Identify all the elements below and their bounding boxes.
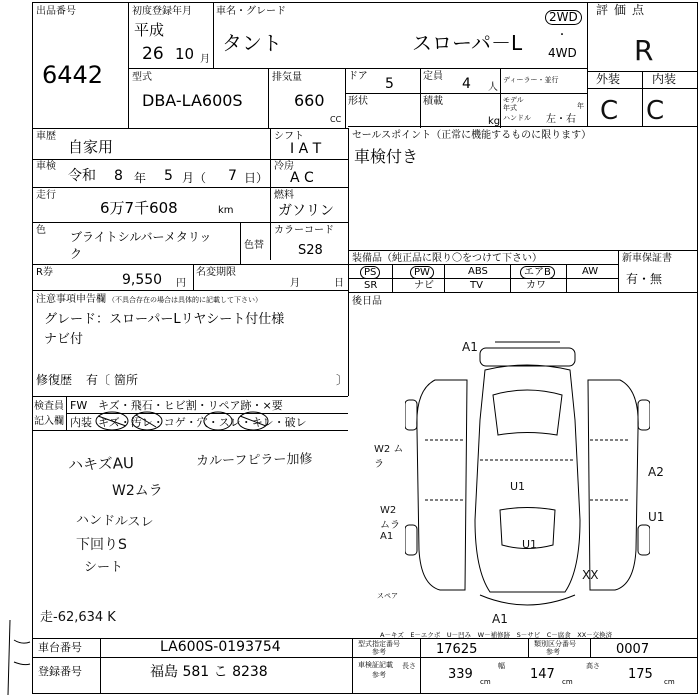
drive-2wd: 2WD: [545, 10, 582, 25]
doors-label: ドア: [348, 71, 368, 82]
registration-month-unit: 月: [200, 54, 210, 65]
handwritten-note-7: 走-62,634 K: [40, 610, 116, 625]
registration-year: 26: [142, 44, 164, 64]
repair-close: 〕: [336, 373, 349, 387]
handwritten-note-1: ハキズAU: [67, 453, 135, 475]
color-code-value: S28: [298, 243, 323, 258]
lot-label: 出品番号: [36, 6, 76, 17]
vehicle-grade: スローパ－L: [412, 31, 523, 55]
dealer-label: ディーラー・並行: [503, 76, 559, 84]
chassis-value: LA600S-0193754: [160, 639, 281, 655]
diagram-note-1: A1: [462, 340, 478, 354]
fw-label: FW: [70, 399, 88, 412]
inspection-marks: [60, 410, 360, 440]
diagram-note-5: W2 ムラ A1: [380, 505, 400, 542]
equip-aw: AW: [582, 266, 599, 277]
diagram-note-3: A2: [648, 465, 664, 479]
color-value-line2: ク: [70, 247, 83, 261]
color-value-line1: ブライトシルバーメタリッ: [70, 230, 212, 244]
load-unit: kg: [488, 116, 501, 127]
warranty-label: 新車保証書: [622, 253, 672, 264]
mileage-label: 走行: [36, 190, 56, 201]
diagram-note-7: XX: [582, 568, 599, 582]
inspection-day-unit: 日）: [244, 171, 269, 185]
handwritten-note-6: シート: [84, 560, 124, 575]
model-label: 型式: [132, 72, 152, 83]
type-no-sub: 参考: [372, 648, 386, 656]
class-no-sub: 参考: [546, 648, 560, 656]
lot-number: 6442: [42, 61, 104, 89]
interior-value: C: [646, 96, 665, 126]
diagram-note-2: W2 ムラ: [374, 444, 404, 470]
color-change-label: 色替: [244, 240, 264, 251]
length-unit: cm: [480, 678, 491, 686]
inspection-day: 7: [228, 168, 237, 184]
dims-sub: 参考: [372, 671, 386, 679]
drive-4wd: 4WD: [548, 46, 577, 60]
recycle-label: R券: [36, 267, 53, 278]
displacement-value: 660: [294, 91, 325, 110]
width-unit: cm: [562, 678, 573, 686]
drive-dot: ・: [557, 30, 567, 41]
equip-ps: PS: [360, 266, 380, 279]
length-label: 長さ: [402, 662, 416, 670]
color-label: 色: [36, 225, 46, 236]
notes-sub-label: （不具合存在の場合は具体的に記載して下さい）: [108, 296, 262, 304]
exterior-value: C: [600, 96, 619, 126]
car-damage-diagram: [405, 340, 650, 620]
equip-leather: カワ: [526, 280, 546, 291]
diagram-note-6: U1: [648, 510, 665, 524]
warranty-value: 有・無: [626, 272, 663, 286]
equip-navi: ナビ: [414, 280, 434, 291]
diagram-note-4: U1: [510, 480, 526, 493]
displacement-label: 排気量: [272, 72, 302, 83]
recycle-value: 9,550: [122, 272, 163, 288]
doors-value: 5: [385, 76, 394, 92]
inspection-year-unit: 年: [134, 171, 147, 185]
fuel-value: ガソリン: [278, 203, 334, 219]
sales-point-label: セールスポイント（正常に機能するものに限ります）: [352, 130, 592, 141]
registration-label: 初度登録年月: [132, 6, 192, 17]
repair-unit: 箇所: [114, 373, 139, 387]
load-label: 積載: [423, 96, 443, 107]
registration-month: 10: [175, 45, 195, 63]
damage-legend: A－キズ E－エクボ U－凹み W－補修跡 S－サビ C－腐食 XX－交換済: [380, 631, 613, 639]
type-no-label: 型式指定番号: [358, 640, 400, 648]
equip-airbag: エアB: [520, 266, 555, 279]
diagram-note-8: U1: [522, 538, 538, 551]
score-value: R: [634, 34, 654, 67]
displacement-unit: CC: [330, 115, 342, 124]
expiry-label: 名変期限: [196, 267, 236, 278]
interior-inspection-label: 内装: [70, 416, 92, 429]
margin-pen-marks: [0, 600, 34, 700]
color-code-label: カラーコード: [274, 225, 334, 236]
height-value: 175: [628, 667, 653, 682]
model-value: DBA-LA600S: [142, 91, 243, 110]
fuel-label: 燃料: [274, 190, 294, 201]
class-no-label: 類別区分番号: [534, 640, 576, 648]
handwritten-note-5: 下回りS: [76, 537, 127, 553]
notes-line1: グレード：スローパーLリヤシート付仕様: [44, 312, 285, 327]
inspector-label-2: 記入欄: [34, 416, 64, 427]
exterior-label: 外装: [596, 72, 621, 86]
equip-pw: PW: [410, 266, 434, 279]
repair-label: 修復歴: [36, 373, 73, 387]
vehicle-name: タント: [222, 31, 282, 55]
aircon-value: A C: [290, 170, 314, 186]
chassis-label: 車台番号: [38, 641, 82, 654]
handwritten-note-2: カルーフピラー加修: [195, 451, 313, 470]
notes-line2: ナビ付: [44, 332, 84, 347]
score-label: 評価点: [596, 3, 651, 17]
inspector-label-1: 検査員: [34, 401, 64, 412]
aircon-label: 冷房: [274, 161, 294, 172]
mileage-value: 6万7千608: [100, 199, 178, 217]
handle-label: ハンドル: [503, 114, 531, 122]
history-value: 自家用: [68, 138, 114, 156]
spare-label: スペア: [377, 592, 398, 600]
type-no-value: 17625: [436, 642, 478, 657]
class-no-value: 0007: [616, 642, 650, 657]
fw-items: キズ・飛石・ヒビ割・リペア跡・×要: [98, 399, 283, 412]
inspection-year: 8: [114, 168, 123, 184]
equip-sr: SR: [364, 280, 378, 291]
height-label: 高さ: [586, 662, 600, 670]
handle-value: 左・右: [546, 114, 576, 125]
capacity-value: 4: [462, 76, 471, 92]
history-label: 車歴: [36, 131, 56, 142]
mileage-unit: km: [218, 205, 234, 216]
sales-point-value: 車検付き: [354, 147, 419, 166]
width-label: 幅: [498, 662, 505, 670]
equip-tv: TV: [470, 280, 483, 291]
registration-era: 平成: [134, 21, 165, 39]
inspection-era: 令和: [68, 168, 96, 184]
aftermarket-label: 後日品: [352, 296, 382, 307]
expiry-day-unit: 日: [334, 278, 344, 289]
repair-value: 有〔: [86, 373, 111, 387]
plate-value: 福島 581 こ 8238: [150, 664, 268, 680]
equip-abs: ABS: [468, 266, 488, 277]
handwritten-note-4: ハンドルスレ: [75, 512, 154, 531]
interior-inspection-items: キズ・汚レ・コゲ・穴・スレ・キレ・破レ: [98, 416, 307, 429]
shift-value: I A T: [290, 141, 322, 157]
shift-label: シフト: [274, 131, 304, 142]
equipment-label: 装備品（純正品に限り〇をつけて下さい）: [352, 253, 542, 264]
shape-label: 形状: [348, 96, 368, 107]
inspection-month: 5: [164, 168, 173, 184]
expiry-month-unit: 月: [290, 278, 300, 289]
dims-label: 車検証記載: [358, 661, 393, 669]
handwritten-note-3: W2ムラ: [112, 483, 163, 499]
inspection-month-unit: 月（: [182, 171, 207, 185]
diagram-note-9: A1: [492, 612, 508, 626]
height-unit: cm: [664, 678, 675, 686]
model-year-unit: 年: [577, 102, 584, 110]
length-value: 339: [448, 667, 473, 682]
notes-label: 注意事項申告欄: [36, 294, 106, 305]
interior-label: 内装: [652, 72, 677, 86]
inspection-label: 車検: [36, 161, 56, 172]
model-year-label: モデル年式: [503, 96, 524, 112]
width-value: 147: [530, 667, 555, 682]
capacity-unit: 人: [488, 82, 498, 93]
capacity-label: 定員: [423, 71, 443, 82]
vehicle-name-label: 車名・グレード: [216, 6, 286, 17]
plate-label: 登録番号: [38, 665, 82, 678]
recycle-unit: 円: [176, 278, 186, 289]
